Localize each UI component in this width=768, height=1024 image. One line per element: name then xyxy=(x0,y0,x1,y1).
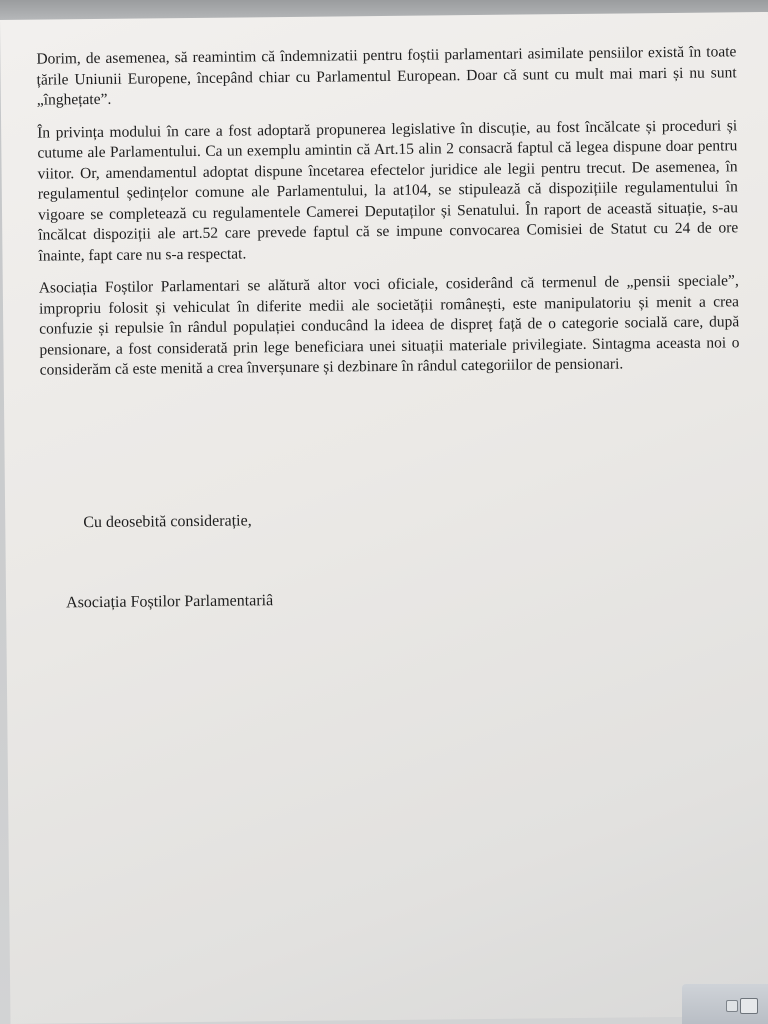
paragraph-2: În privința modului în care a fost adoptară propunerea legislative în discuție, au fost încălcate și proceduri și cutume ale Parlamentului. Ca un exemplu amintin că Art.15 alin 2 consacră faptul că legea dispune doar pentru viitor. Or, amendamentul adoptat dispune încetarea efectelor juridice ale legii pentru trecut. De asemenea, în regulamentul ședințelor comune ale Parlamentului, la at104, se stipulează că dispozițiile regulamentului în vigoare se completează cu regulamentele Camerei Deputaților și Senatului. În raport de această situație, s-au încălcat dispoziții ale art.52 care prevede faptul că se impune convocarea Comisiei de Statut cu 24 de ore înainte, fapt care nu s-a respectat. xyxy=(37,116,739,265)
document-page xyxy=(0,12,768,1024)
tray-icon[interactable] xyxy=(726,1000,738,1012)
paragraph-3: Asociația Foștilor Parlamentari se alătură altor voci oficiale, cosiderând că termenul de „pensii speciale”, impropriu folosit și vehiculat în diferite medii ale societății românești, este manipulatoriu și menit a crea confuzie și repulsie în rândul populației conducând la ideea de dispreț față de o categorie socială care, după pensionare, a fost considerată prin lege beneficiara unei situații materiale privilegiate. Sintagma aceasta noi o considerăm că este menită a crea înverșunare și dezbinare în rândul categoriilor de pensionari. xyxy=(38,272,740,379)
closing-salutation: Cu deosebită considerație, xyxy=(83,512,252,532)
notification-icon[interactable] xyxy=(740,998,758,1014)
taskbar-corner xyxy=(682,984,768,1024)
signature: Asociația Foștilor Parlamentariâ xyxy=(66,592,274,612)
document-body xyxy=(36,42,740,393)
paragraph-1: Dorim, de asemenea, să reamintim că îndemnizatii pentru foștii parlamentari asimilate pensiilor există în toate țările Uniunii Europene, începând chiar cu Parlamentul European. Doar că sunt cu mult mai mari și nu sunt „înghețate”. xyxy=(36,43,737,109)
